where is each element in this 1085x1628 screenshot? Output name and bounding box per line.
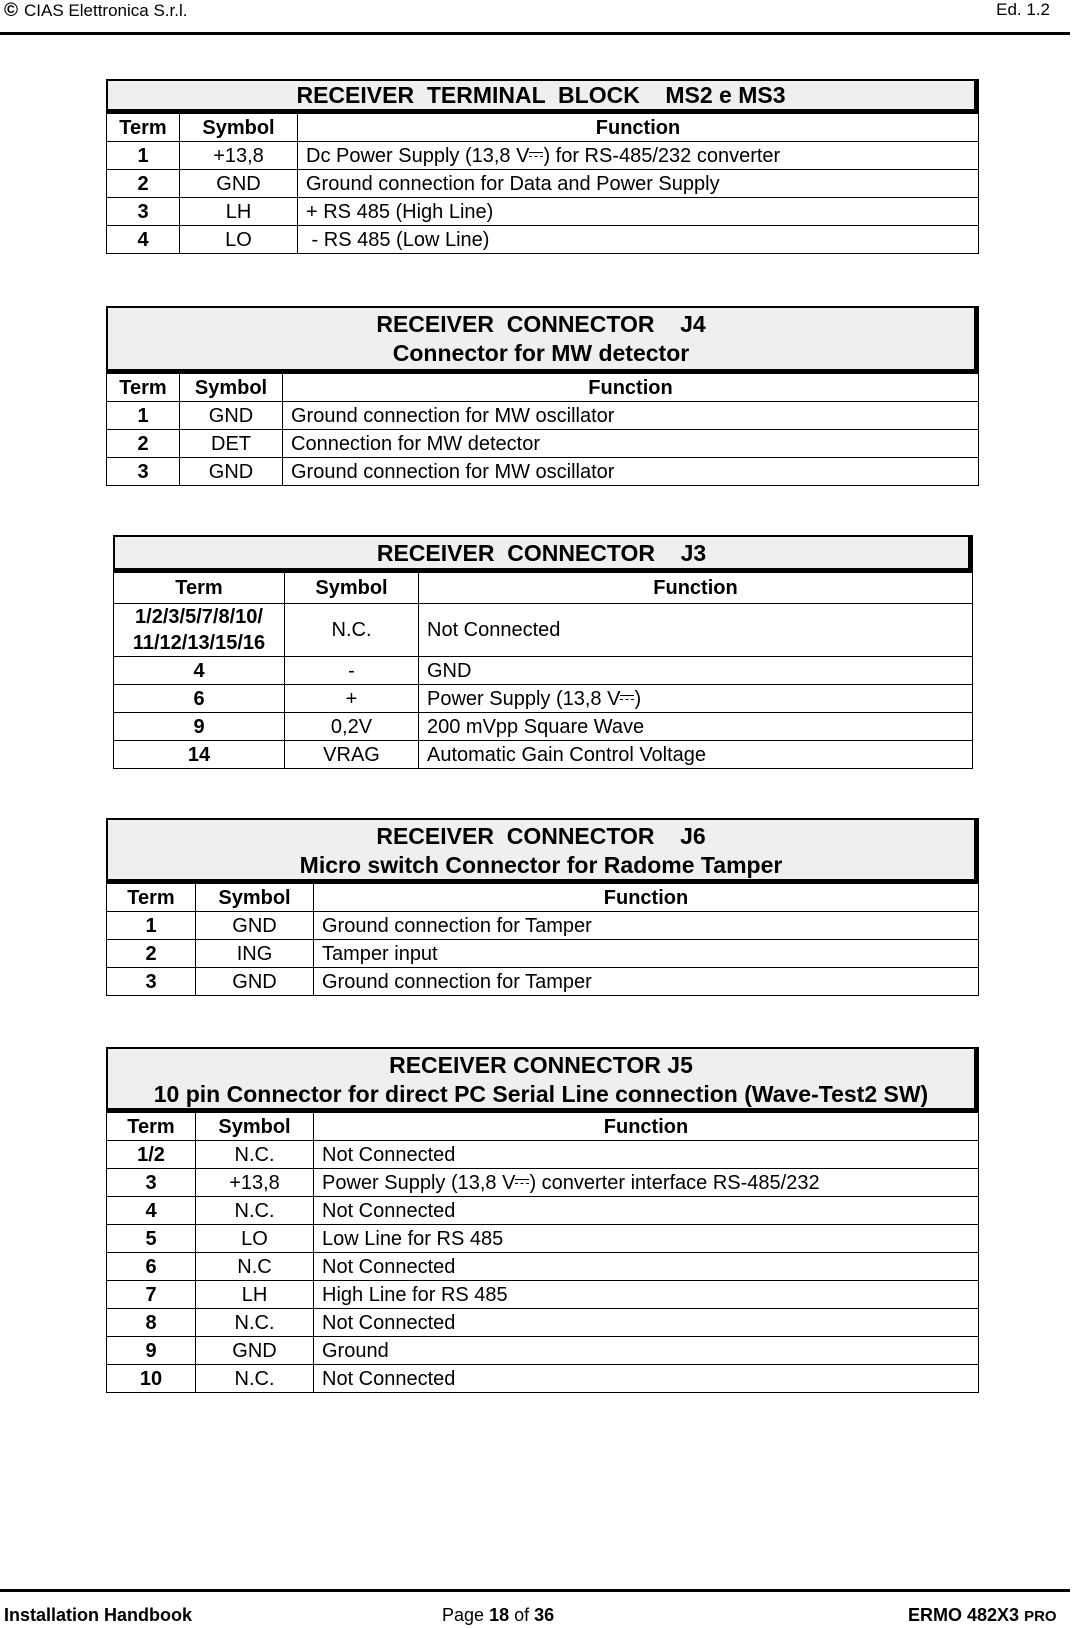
of-word: of — [514, 1605, 530, 1625]
term-cell: 8 — [107, 1309, 196, 1337]
table-row — [107, 198, 979, 226]
symbol-cell: +13,8 — [180, 142, 298, 170]
table-header-row — [107, 374, 979, 402]
col-function-header: Function — [419, 573, 973, 604]
function-cell: Ground connection for MW oscillator — [283, 458, 979, 486]
connector-table-j3 — [113, 573, 973, 769]
table-row — [107, 1309, 979, 1337]
table-row — [107, 1253, 979, 1281]
term-cell: 4 — [107, 226, 180, 254]
symbol-cell: LO — [196, 1225, 314, 1253]
term-cell: 9 — [107, 1337, 196, 1365]
col-symbol-header: Symbol — [196, 884, 314, 912]
symbol-cell: GND — [196, 968, 314, 996]
function-text-post: ) converter interface RS-485/232 — [529, 1171, 820, 1194]
symbol-cell: LH — [180, 198, 298, 226]
function-cell: GND — [419, 657, 973, 685]
connector-j3-section — [113, 535, 973, 769]
table-header-row — [107, 884, 979, 912]
section-title — [106, 818, 979, 884]
table-row — [107, 912, 979, 940]
term-cell: 2 — [107, 170, 180, 198]
dc-symbol-icon — [515, 1177, 529, 1187]
function-cell: Ground — [314, 1337, 979, 1365]
symbol-cell: N.C. — [196, 1365, 314, 1393]
term-cell: 4 — [114, 657, 285, 685]
connector-j5-section — [106, 1047, 979, 1393]
connector-table-j4 — [106, 374, 979, 486]
term-line-2: 11/12/13/15/16 — [132, 632, 266, 654]
symbol-cell: GND — [180, 402, 283, 430]
symbol-cell: LO — [180, 226, 298, 254]
col-term-header: Term — [107, 1113, 196, 1141]
function-text-post: ) for RS-485/232 converter — [543, 144, 781, 167]
function-cell: High Line for RS 485 — [314, 1281, 979, 1309]
symbol-cell: + — [285, 685, 419, 713]
terminal-block-ms-section — [106, 79, 979, 254]
term-cell: 2 — [107, 940, 196, 968]
function-cell: Automatic Gain Control Voltage — [419, 741, 973, 769]
term-cell: 3 — [107, 968, 196, 996]
table-row — [107, 142, 979, 170]
symbol-cell: N.C. — [196, 1197, 314, 1225]
table-header-row — [107, 114, 979, 142]
term-cell: 1 — [107, 912, 196, 940]
function-cell: Tamper input — [314, 940, 979, 968]
function-text-pre: Dc Power Supply (13,8 V — [306, 144, 530, 167]
edition-label: Ed. 1.2 — [996, 0, 1050, 19]
terminal-table-ms — [106, 114, 979, 254]
function-text-pre: Power Supply (13,8 V — [322, 1171, 516, 1194]
col-symbol-header: Symbol — [180, 374, 283, 402]
connector-j4-section — [106, 306, 979, 486]
dc-symbol-icon — [529, 150, 543, 160]
connector-j6-section — [106, 818, 979, 996]
table-row — [114, 685, 973, 713]
symbol-cell: GND — [180, 458, 283, 486]
col-function-header: Function — [314, 884, 979, 912]
section-title — [106, 306, 979, 374]
table-row — [114, 604, 973, 657]
col-function-header: Function — [314, 1113, 979, 1141]
function-cell — [314, 1169, 979, 1197]
table-row — [114, 657, 973, 685]
function-cell: Not Connected — [419, 604, 973, 657]
term-cell: 7 — [107, 1281, 196, 1309]
col-function-header: Function — [298, 114, 979, 142]
function-cell: Not Connected — [314, 1365, 979, 1393]
table-row — [107, 1337, 979, 1365]
table-row — [107, 226, 979, 254]
function-cell: Connection for MW detector — [283, 430, 979, 458]
symbol-cell: ING — [196, 940, 314, 968]
col-term-header: Term — [114, 573, 285, 604]
section-subtitle: Connector for MW detector — [392, 340, 690, 366]
section-subtitle: Micro switch Connector for Radome Tamper — [299, 852, 783, 878]
function-cell: Ground connection for Data and Power Supply — [298, 170, 979, 198]
company-name: CIAS Elettronica S.r.l. — [24, 1, 188, 20]
term-cell: 10 — [107, 1365, 196, 1393]
symbol-cell: LH — [196, 1281, 314, 1309]
col-symbol-header: Symbol — [180, 114, 298, 142]
function-cell: Low Line for RS 485 — [314, 1225, 979, 1253]
term-cell: 3 — [107, 198, 180, 226]
function-cell: Not Connected — [314, 1309, 979, 1337]
table-row — [107, 1281, 979, 1309]
function-cell: Not Connected — [314, 1197, 979, 1225]
dc-symbol-icon — [620, 693, 634, 703]
table-row — [114, 713, 973, 741]
table-row — [114, 741, 973, 769]
term-cell: 2 — [107, 430, 180, 458]
section-title-text: RECEIVER CONNECTOR J4 — [376, 311, 706, 337]
term-cell: 3 — [107, 458, 180, 486]
col-symbol-header: Symbol — [285, 573, 419, 604]
table-row — [107, 1197, 979, 1225]
section-title — [106, 1047, 979, 1113]
table-header-row — [114, 573, 973, 604]
section-subtitle: 10 pin Connector for direct PC Serial Line connection (Wave-Test2 SW) — [153, 1081, 929, 1107]
page-header-company — [4, 0, 187, 22]
term-cell — [114, 604, 285, 657]
table-row — [107, 968, 979, 996]
table-row — [107, 430, 979, 458]
footer-page-number — [442, 1605, 554, 1626]
table-row — [107, 458, 979, 486]
col-term-header: Term — [107, 374, 180, 402]
function-cell: Not Connected — [314, 1141, 979, 1169]
footer-divider — [0, 1589, 1070, 1592]
symbol-cell: 0,2V — [285, 713, 419, 741]
symbol-cell: DET — [180, 430, 283, 458]
table-row — [107, 170, 979, 198]
connector-table-j6 — [106, 884, 979, 996]
term-cell: 3 — [107, 1169, 196, 1197]
term-cell: 4 — [107, 1197, 196, 1225]
function-cell: 200 mVpp Square Wave — [419, 713, 973, 741]
function-cell: Ground connection for Tamper — [314, 968, 979, 996]
col-term-header: Term — [107, 114, 180, 142]
section-title-text: RECEIVER CONNECTOR J6 — [376, 823, 706, 849]
section-title — [113, 535, 973, 573]
page-current: 18 — [489, 1605, 510, 1625]
term-line-1: 1/2/3/5/7/8/10/ — [135, 606, 263, 628]
symbol-cell: +13,8 — [196, 1169, 314, 1197]
symbol-cell: N.C — [196, 1253, 314, 1281]
connector-table-j5 — [106, 1113, 979, 1393]
term-cell: 1/2 — [107, 1141, 196, 1169]
col-symbol-header: Symbol — [196, 1113, 314, 1141]
symbol-cell: VRAG — [285, 741, 419, 769]
page-total: 36 — [534, 1605, 555, 1625]
symbol-cell: GND — [180, 170, 298, 198]
section-title — [106, 79, 979, 114]
function-cell: + RS 485 (High Line) — [298, 198, 979, 226]
symbol-cell: N.C. — [196, 1309, 314, 1337]
function-cell: Ground connection for MW oscillator — [283, 402, 979, 430]
function-cell: Not Connected — [314, 1253, 979, 1281]
term-cell: 1 — [107, 142, 180, 170]
term-cell: 5 — [107, 1225, 196, 1253]
copyright-icon: © — [4, 0, 18, 21]
term-cell: 6 — [114, 685, 285, 713]
table-row — [107, 1365, 979, 1393]
function-text-post: ) — [634, 687, 642, 710]
function-cell: - RS 485 (Low Line) — [298, 226, 979, 254]
term-cell: 1 — [107, 402, 180, 430]
table-row — [107, 1169, 979, 1197]
function-cell — [419, 685, 973, 713]
symbol-cell: - — [285, 657, 419, 685]
table-row — [107, 1141, 979, 1169]
page-word: Page — [442, 1605, 485, 1625]
col-term-header: Term — [107, 884, 196, 912]
symbol-cell: N.C. — [285, 604, 419, 657]
header-divider — [0, 32, 1070, 35]
table-row — [107, 1225, 979, 1253]
symbol-cell: N.C. — [196, 1141, 314, 1169]
symbol-cell: GND — [196, 1337, 314, 1365]
table-header-row — [107, 1113, 979, 1141]
col-function-header: Function — [283, 374, 979, 402]
product-name: ERMO 482X3 — [908, 1605, 1020, 1625]
section-title-text: RECEIVER TERMINAL BLOCK MS2 e MS3 — [296, 82, 786, 108]
footer-handbook-label: Installation Handbook — [4, 1605, 193, 1625]
symbol-cell: GND — [196, 912, 314, 940]
table-row — [107, 402, 979, 430]
function-cell: Ground connection for Tamper — [314, 912, 979, 940]
term-cell: 14 — [114, 741, 285, 769]
section-title-text: RECEIVER CONNECTOR J3 — [376, 540, 707, 566]
term-cell: 6 — [107, 1253, 196, 1281]
function-cell — [298, 142, 979, 170]
term-cell: 9 — [114, 713, 285, 741]
product-suffix: PRO — [1024, 1608, 1057, 1625]
section-title-text: RECEIVER CONNECTOR J5 — [389, 1052, 693, 1078]
footer-product — [908, 1605, 1057, 1626]
table-row — [107, 940, 979, 968]
function-text-pre: Power Supply (13,8 V — [427, 687, 621, 710]
